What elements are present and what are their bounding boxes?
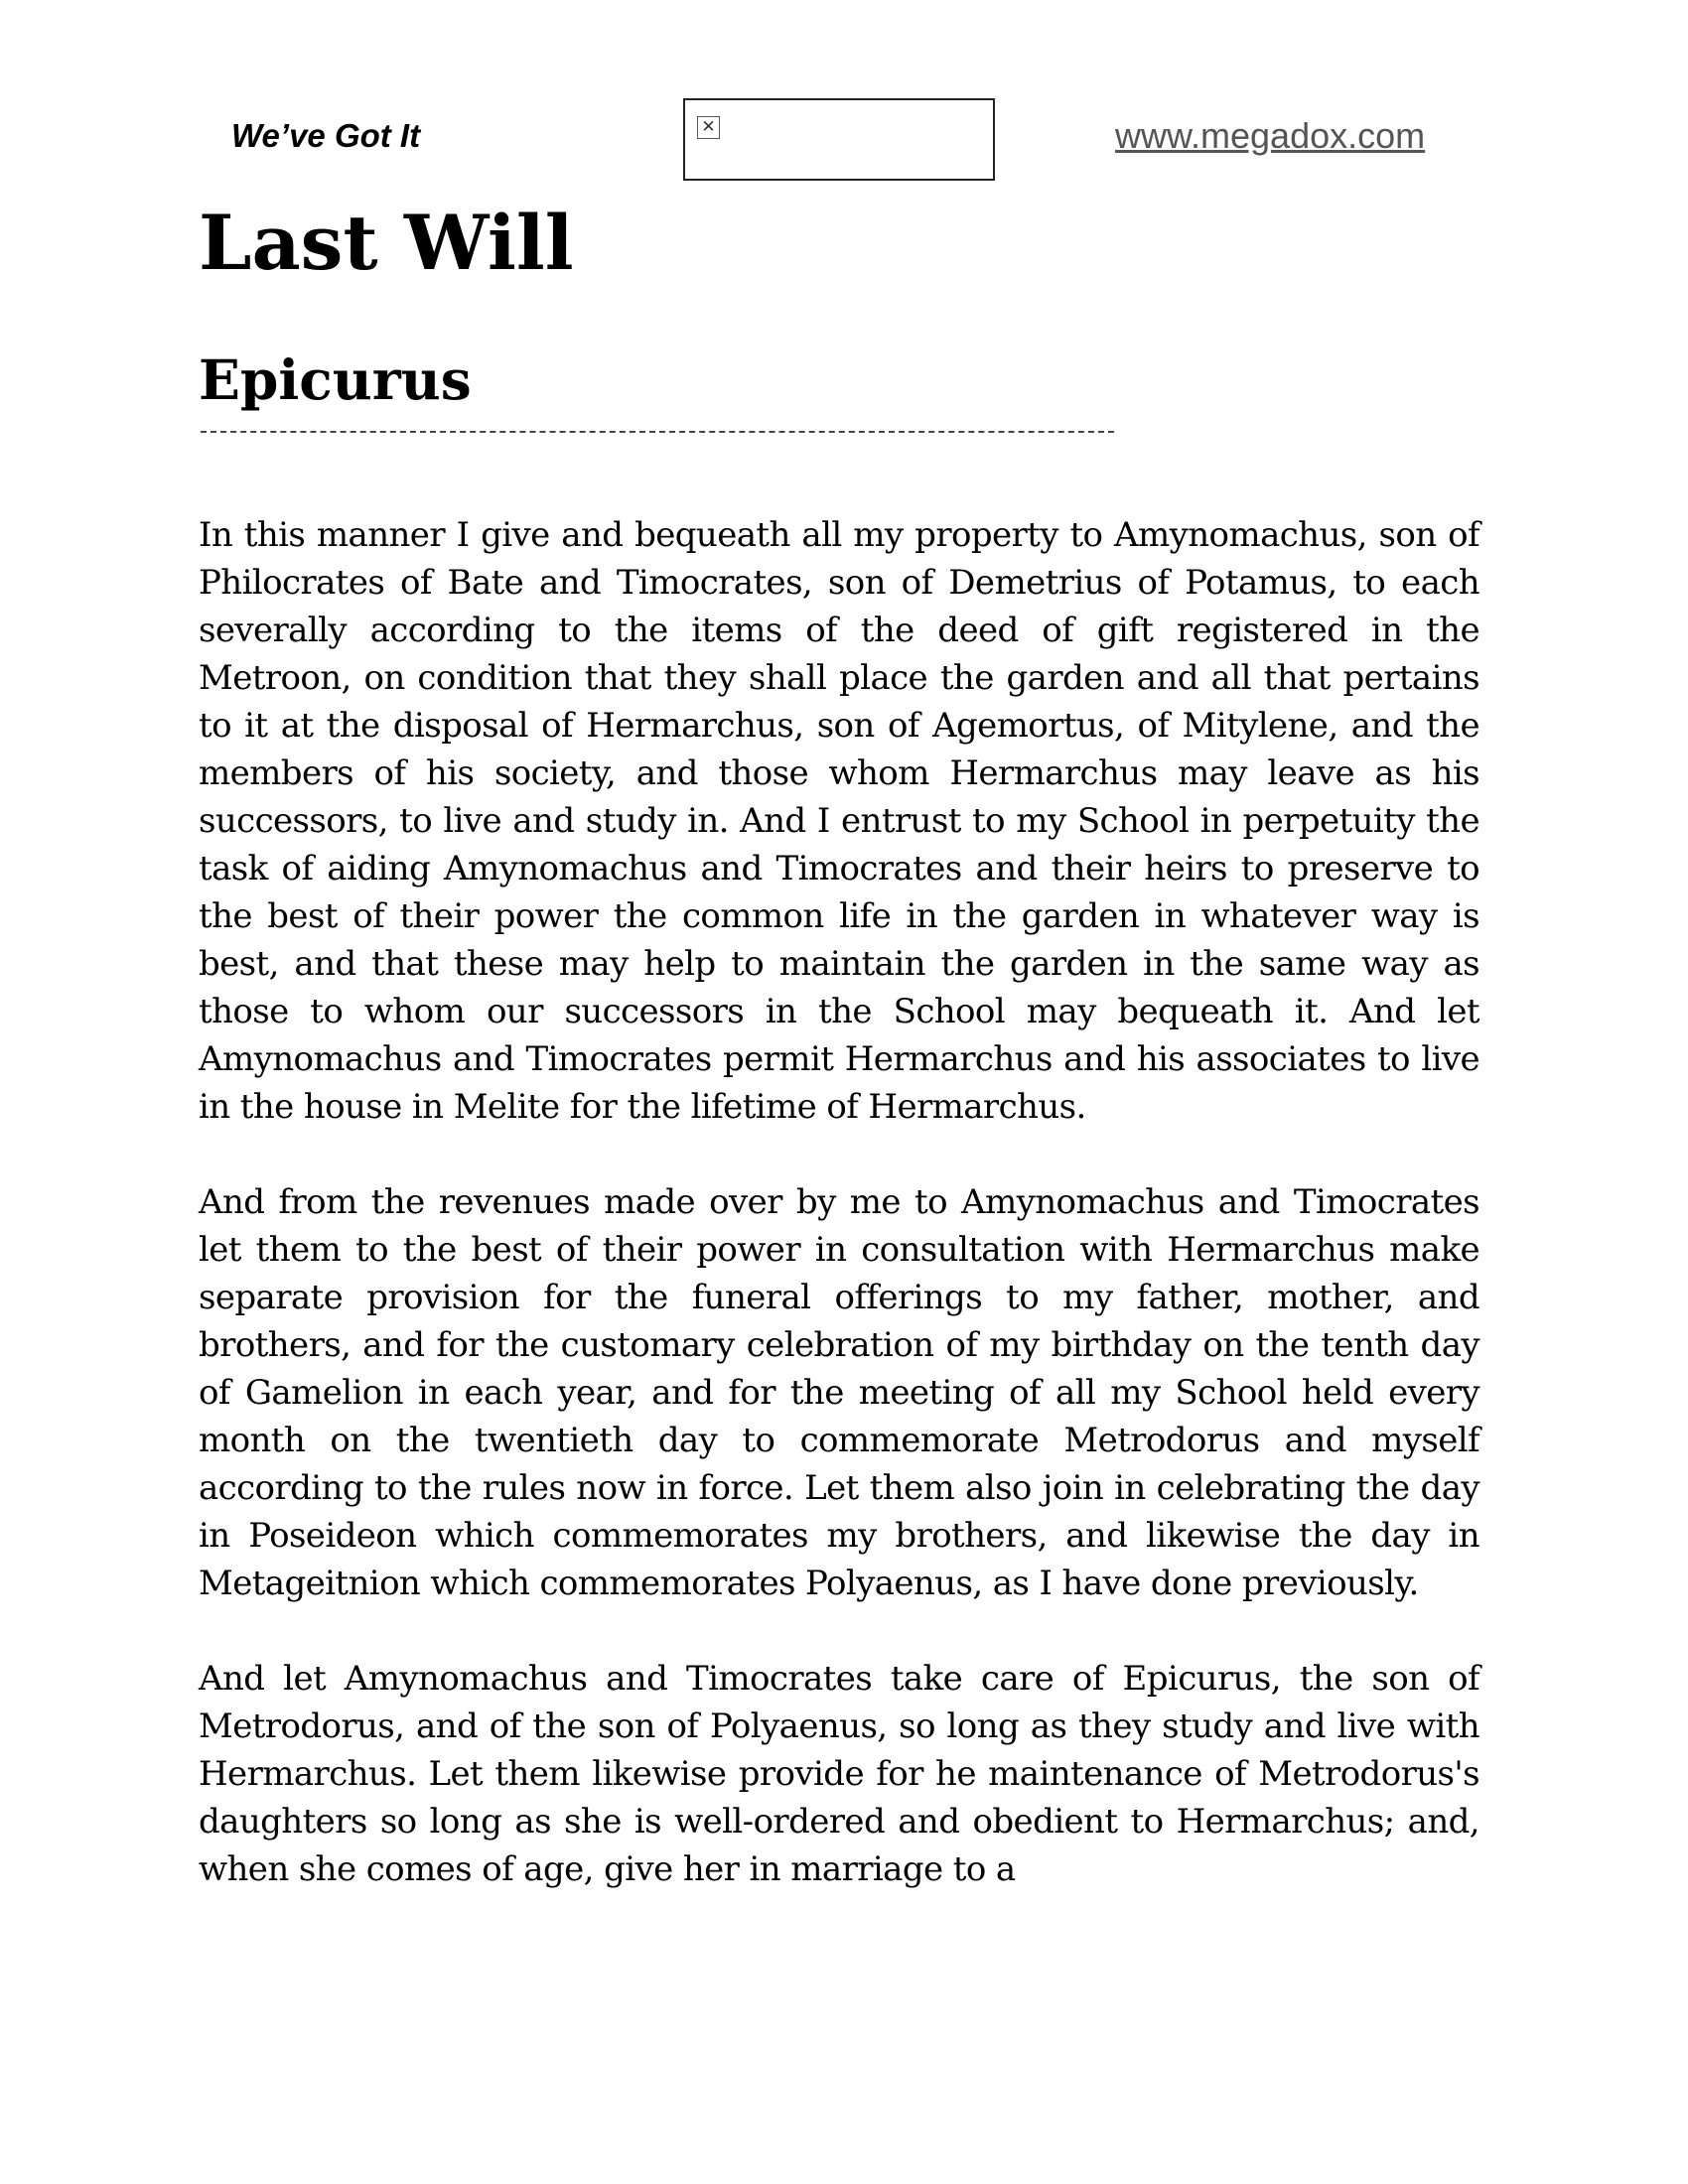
- broken-image-icon: ✕: [697, 116, 720, 139]
- image-placeholder: [683, 98, 995, 181]
- document-title: Last Will: [199, 199, 574, 287]
- site-link[interactable]: www.megadox.com: [1115, 115, 1426, 156]
- paragraph: And from the revenues made over by me to Amynomachus and Timocrates let them to the best of their power in consultation with Hermarchus make separate provision for the funeral offerings to my father, mother, and brothers, and for the customary celebration of my birthday on the tenth day of Gamelion in each year, and for the meeting of all my School held every month on the twentieth day to commemorate Metrodorus and myself according to the rules now in force. Let them also join in celebrating the day in Poseideon which commemorates my brothers, and likewise the day in Metageitnion which commemorates Polyaenus, as I have done previously.: [199, 1182, 1479, 1603]
- document-body: [199, 511, 1479, 1941]
- paragraph: In this manner I give and bequeath all my property to Amynomachus, son of Philocrates of Bate and Timocrates, son of Demetrius of Potamus, to each severally according to the items of the deed of gift registered in the Metroon, on condition that they shall place the garden and all that pertains to it at the disposal of Hermarchus, son of Agemortus, of Mitylene, and the members of his society, and those whom Hermarchus may leave as his successors, to live and study in. And I entrust to my School in perpetuity the task of aiding Amynomachus and Timocrates and their heirs to preserve to the best of their power the common life in the garden in whatever way is best, and that these may help to maintain the garden in the same way as those to whom our successors in the School may bequeath it. And let Amynomachus and Timocrates permit Hermarchus and his associates to live in the house in Melite for the lifetime of Hermarchus.: [199, 515, 1479, 1127]
- tagline: We’ve Got It: [231, 117, 421, 154]
- paragraph: And let Amynomachus and Timocrates take care of Epicurus, the son of Metrodorus, and of the son of Polyaenus, so long as they study and live with Hermarchus. Let them likewise provide for he maintenance of Metrodorus's daughters so long as she is well-ordered and obedient to Hermarchus; and, when she comes of age, give her in marriage to a: [199, 1659, 1479, 1889]
- page-header: [0, 0, 1688, 199]
- dashed-divider: [201, 431, 1114, 433]
- document-author: Epicurus: [199, 347, 472, 412]
